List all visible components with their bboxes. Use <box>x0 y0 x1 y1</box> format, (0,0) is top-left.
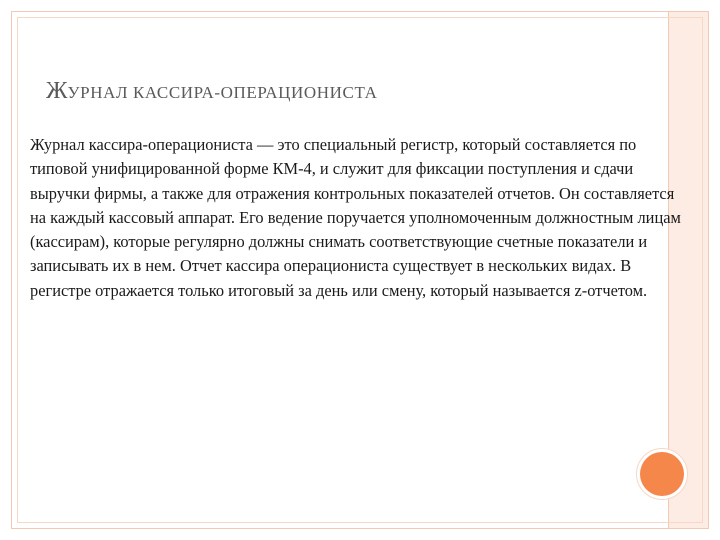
decorative-circle-fill <box>640 452 684 496</box>
decorative-circle <box>636 448 688 500</box>
slide-title-rest: УРНАЛ КАССИРА-ОПЕРАЦИОНИСТА <box>67 83 378 102</box>
slide-body-text: Журнал кассира-операциониста — это специальный регистр, который составляется по типовой унифицированной форме КМ-4, и служит для фиксации поступления и сдачи выручки фирмы, а также для отражения контрольных показателей отчетов. Он составляется на каждый кассовый аппарат. Его ведение поручается уполномоченным должностным лицам (кассирам), которые регулярно должны снимать соответствующие счетные показатели и записывать их в нем. Отчет кассира операциониста существует в нескольких видах. В регистре отражается только итоговый за день или смену, который называется z-отчетом. <box>30 135 681 300</box>
slide-title-initial: Ж <box>46 78 68 104</box>
slide-title <box>46 78 378 105</box>
